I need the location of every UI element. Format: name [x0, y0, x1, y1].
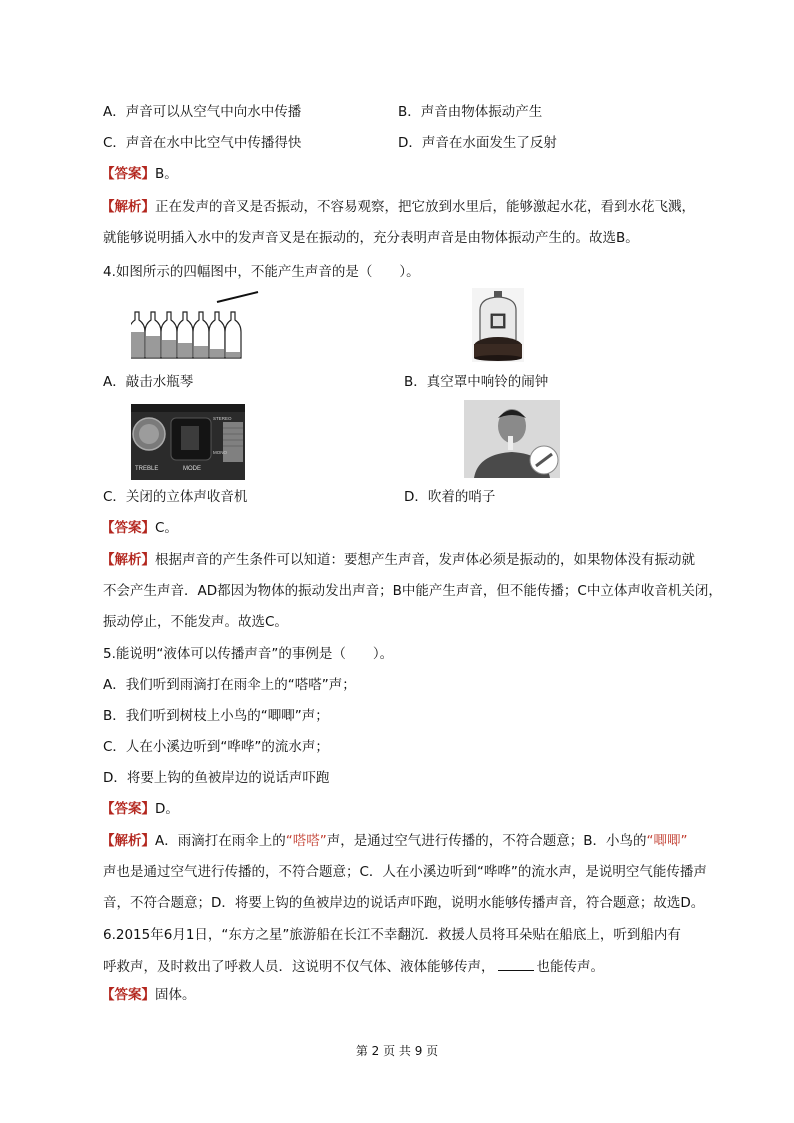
- q5-stem: 5.能说明“液体可以传播声音”的事例是（ ）。: [103, 646, 394, 662]
- radio-mode-label: MODE: [183, 466, 201, 472]
- answer-tag: 【答案】: [101, 987, 155, 1003]
- page-footer: 第 2 页 共 9 页: [355, 1044, 439, 1058]
- q4-analysis-line-1: 【解析】根据声音的产生条件可以知道：要想产生声音，发声体必须是振动的，如果物体没有振动就: [101, 552, 695, 568]
- q4-analysis-line-2: 不会产生声音．AD都因为物体的振动发出声音；B中能产生声音，但不能传播；C中立体声收音机关闭，: [103, 583, 722, 599]
- quote-jiji: “唧唧”: [646, 833, 688, 849]
- quote-dada: “嗒嗒”: [285, 833, 327, 849]
- analysis-tag: 【解析】: [101, 833, 155, 849]
- q4-option-d: D．吹着的哨子: [404, 489, 496, 505]
- radio-mono-label: MONO: [213, 450, 227, 455]
- q4-option-b: B．真空罩中响铃的闹钟: [404, 374, 549, 390]
- analysis-tag: 【解析】: [101, 552, 155, 568]
- q5-option-c: C．人在小溪边听到“哗哗”的流水声；: [103, 739, 329, 755]
- radio-stereo-label: STEREO: [213, 416, 232, 421]
- q4-option-c: C．关闭的立体声收音机: [103, 489, 248, 505]
- q3-option-a: A．声音可以从空气中向水中传播: [103, 104, 302, 120]
- q3-analysis-line-1: 【解析】正在发声的音叉是否振动，不容易观察，把它放到水里后，能够激起水花，看到水花飞溅，: [101, 199, 695, 215]
- q3-option-d: D．声音在水面发生了反射: [398, 135, 557, 151]
- answer-tag: 【答案】: [101, 801, 155, 817]
- q5-analysis-line-2: 声也是通过空气进行传播的，不符合题意；C．人在小溪边听到“哗哗”的流水声，是说明空气能传播声: [103, 864, 707, 880]
- answer-tag: 【答案】: [101, 166, 155, 182]
- q4-analysis-line-3: 振动停止，不能发声。故选C。: [103, 614, 288, 630]
- q4-answer: [101, 518, 178, 538]
- q3-option-b: B．声音由物体振动产生: [398, 104, 543, 120]
- q4-option-a: A．敲击水瓶琴: [103, 374, 194, 390]
- fill-blank: [498, 956, 534, 971]
- q5-option-a: A．我们听到雨滴打在雨伞上的“嗒嗒”声；: [103, 677, 356, 693]
- q4-stem: 4.如图所示的四幅图中，不能产生声音的是（ ）。: [103, 264, 420, 280]
- bell-jar-figure: [472, 288, 524, 362]
- q5-option-b: B．我们听到树枝上小鸟的“唧唧”声；: [103, 708, 329, 724]
- q3-answer: [101, 164, 178, 184]
- q6-answer: [101, 985, 196, 1005]
- answer-tag: 【答案】: [101, 520, 155, 536]
- analysis-tag: 【解析】: [101, 199, 155, 215]
- q5-answer: [101, 799, 179, 819]
- q3-answer-value: B。: [155, 166, 178, 182]
- stereo-radio-figure: [131, 404, 245, 480]
- q5-analysis-line-1: 【解析】A．雨滴打在雨伞上的“嗒嗒”声，是通过空气进行传播的，不符合题意；B．小鸟的“唧唧”: [101, 833, 688, 849]
- q3-option-c: C．声音在水中比空气中传播得快: [103, 135, 302, 151]
- q5-analysis-line-3: 音，不符合题意；D．将要上钩的鱼被岸边的说话声吓跑，说明水能够传播声音，符合题意；故选D。: [103, 895, 705, 911]
- q4-answer-value: C。: [155, 520, 178, 536]
- q5-answer-value: D。: [155, 801, 179, 817]
- boy-whistle-figure: [464, 400, 560, 478]
- q6-stem-line-2: 呼救声，及时救出了呼救人员．这说明不仅气体、液体能够传声， 也能传声。: [103, 956, 604, 977]
- water-bottles-figure: [131, 290, 261, 362]
- radio-treble-label: TREBLE: [135, 466, 159, 472]
- q6-stem-line-1: 6.2015年6月1日，“东方之星”旅游船在长江不幸翻沉．救援人员将耳朵贴在船底上，听到船内有: [103, 927, 681, 943]
- q5-option-d: D．将要上钩的鱼被岸边的说话声吓跑: [103, 770, 330, 786]
- q6-answer-value: 固体。: [155, 987, 196, 1003]
- q3-analysis-line-2: 就能够说明插入水中的发声音叉是在振动的，充分表明声音是由物体振动产生的。故选B。: [103, 230, 639, 246]
